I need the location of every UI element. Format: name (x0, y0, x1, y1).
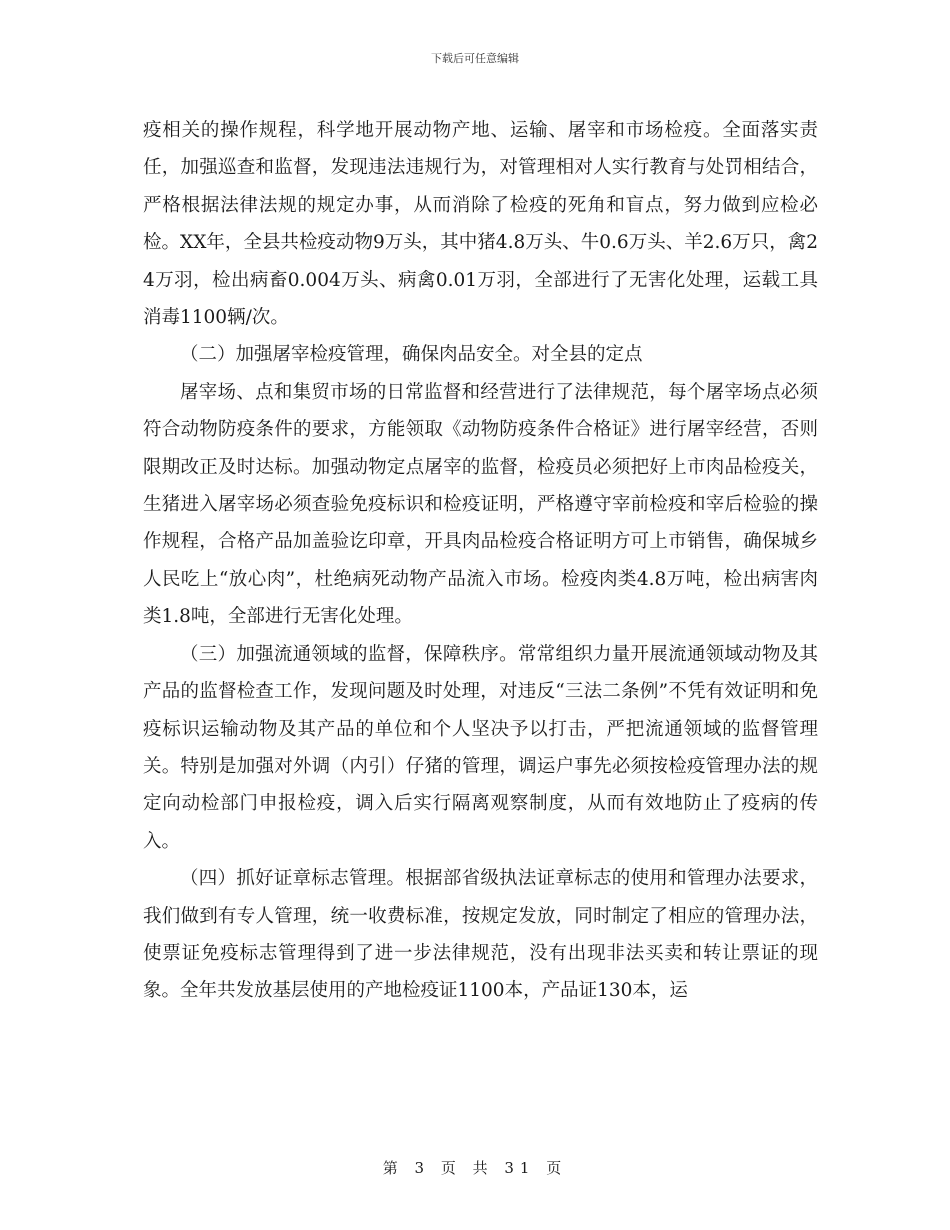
paragraph-5: （四）抓好证章标志管理。根据部省级执法证章标志的使用和管理办法要求，我们做到有专人管理，统一收费标准，按规定发放，同时制定了相应的管理办法，使票证免疫标志管理得到了进一步法律规范，没有出现非法买卖和转让票证的现象。全年共发放基层使用的产地检疫证1100本，产品证130本，运 (143, 868, 818, 1002)
page-number: 第 3 页 共 31 页 (382, 1159, 568, 1177)
document-body (143, 112, 818, 1010)
paragraph-1: 疫相关的操作规程，科学地开展动物产地、运输、屠宰和市场检疫。全面落实责任，加强巡查和监督，发现违法违规行为，对管理相对人实行教育与处罚相结合，严格根据法律法规的规定办事，从而消除了检疫的死角和盲点，努力做到应检必检。XX年，全县共检疫动物9万头，其中猪4.8万头、牛0.6万头、羊2.6万只，禽24万羽，检出病畜0.004万头、病禽0.01万羽，全部进行了无害化处理，运载工具消毒1100辆/次。 (143, 120, 818, 329)
paragraph-2-heading: （二）加强屠宰检疫管理，确保肉品安全。对全县的定点 (180, 344, 643, 366)
page-header-note: 下载后可任意编辑 (431, 52, 519, 65)
paragraph-3: 屠宰场、点和集贸市场的日常监督和经营进行了法律规范，每个屠宰场点必须符合动物防疫条件的要求，方能领取《动物防疫条件合格证》进行屠宰经营，否则限期改正及时达标。加强动物定点屠宰的监督，检疫员必须把好上市肉品检疫关，生猪进入屠宰场必须查验免疫标识和检疫证明，严格遵守宰前检疫和宰后检验的操作规程，合格产品加盖验讫印章，开具肉品检疫合格证明方可上市销售，确保城乡人民吃上“放心肉”，杜绝病死动物产品流入市场。检疫肉类4.8万吨，检出病害肉类1.8吨，全部进行无害化处理。 (143, 381, 818, 628)
paragraph-4: （三）加强流通领域的监督，保障秩序。常常组织力量开展流通领域动物及其产品的监督检查工作，发现问题及时处理，对违反“三法二条例”不凭有效证明和免疫标识运输动物及其产品的单位和个人坚决予以打击，严把流通领域的监督管理关。特别是加强对外调（内引）仔猪的管理，调运户事先必须按检疫管理办法的规定向动检部门申报检疫，调入后实行隔离观察制度，从而有效地防止了疫病的传入。 (143, 643, 818, 852)
